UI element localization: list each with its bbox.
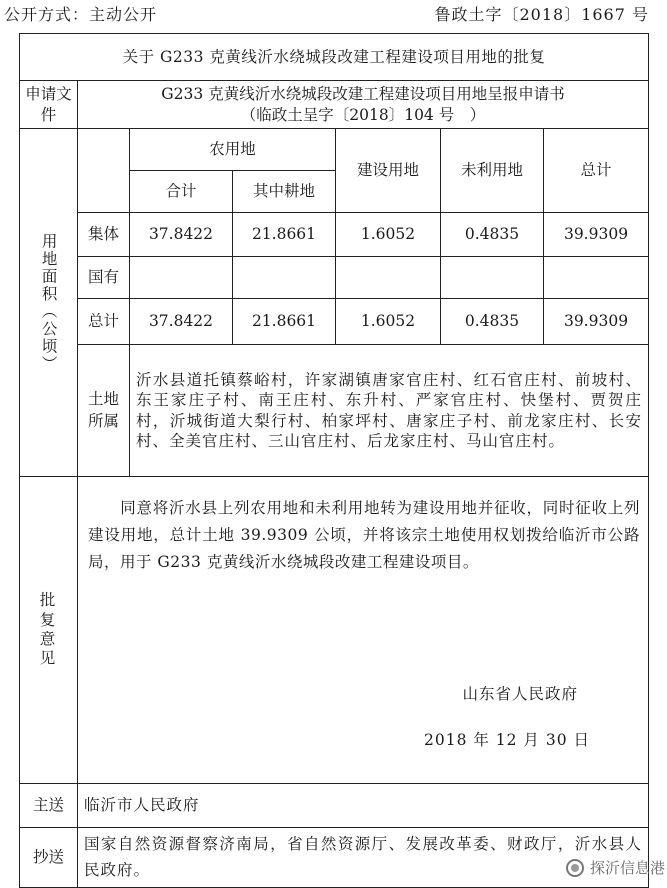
cell-subtotal: 37.8422 [130,299,233,345]
header-farmland: 农用地 [130,129,336,171]
disclosure-method: 公开方式：主动公开 [4,5,158,24]
copy-to-value: 国家自然资源督察济南局，省自然资源厅、发展改革委、财政厅，沂水县人民政府。 [78,828,649,888]
row-label: 国有 [78,257,130,299]
application-line-1: G233 克黄线沂水绕城段改建工程建设项目用地呈报申请书 [161,85,565,104]
send-to-value: 临沂市人民政府 [78,784,649,828]
document-title: 关于 G233 克黄线沂水绕城段改建工程建设项目用地的批复 [20,34,649,81]
cell-cultivated: 21.8661 [233,213,336,257]
cell-construction: 1.6052 [336,213,441,257]
row-label: 总计 [78,299,130,345]
header-cultivated: 其中耕地 [233,171,336,213]
location-text: 沂水县道托镇蔡峪村，许家湖镇唐家官庄村、红石官庄村、前坡村、东王家庄子村、南王庄村、东升村、严家官庄村、快堡村、贾贺庄村，沂城街道大梨行村、柏家坪村、唐家庄子村、前龙家庄村、长安村、全美官庄村、三山官庄村、后龙家庄村、马山官庄村。 [130,345,649,477]
application-file [78,81,649,129]
approval-signer: 山东省人民政府 [462,685,579,703]
cell-total: 39.9309 [544,213,649,257]
watermark [566,857,665,878]
cell-unused [441,257,544,299]
document-number: 鲁政土字〔2018〕1667 号 [434,5,649,24]
cell-total: 39.9309 [544,299,649,345]
header-blank [78,129,130,213]
header-unused: 未利用地 [441,129,544,213]
cell-cultivated: 21.8661 [233,299,336,345]
send-to-label: 主送 [20,784,78,828]
location-label: 土地所属 [87,389,119,430]
row-label: 集体 [78,213,130,257]
cell-construction [336,257,441,299]
cell-construction: 1.6052 [336,299,441,345]
approval-text-body: 同意将沂水县上列农用地和未利用地转为建设用地并征收，同时征收上列建设用地，总计土地 39.9309 公顷，并将该宗土地使用权划拨给临沂市公路局，用于 G233 克黄线沂水绕城段改建工程建设项目。 [88,499,641,572]
header-construction: 建设用地 [336,129,441,213]
cell-unused: 0.4835 [441,299,544,345]
location-label-cell [78,345,130,477]
approval-text [88,495,640,576]
application-line-2: （临政土呈字〔2018〕104 号 ） [240,105,486,124]
application-label: 申请文件 [20,81,78,129]
cell-cultivated [233,257,336,299]
area-label: 用地面积（公顷） [39,232,58,373]
cell-subtotal: 37.8422 [130,213,233,257]
table-row [20,299,649,345]
table-row [20,213,649,257]
approval-label: 批复意见 [39,591,58,668]
header-subtotal: 合计 [130,171,233,213]
cell-subtotal [130,257,233,299]
cell-unused: 0.4835 [441,213,544,257]
cell-total [544,257,649,299]
approval-opinion [78,477,649,784]
wechat-icon [566,859,584,877]
table-row [20,257,649,299]
approval-table [19,33,649,888]
copy-to-label: 抄送 [20,828,78,888]
approval-date: 2018 年 12 月 30 日 [423,731,591,749]
watermark-text: 探沂信息港 [589,859,665,877]
area-label-cell [20,129,78,477]
header-total: 总计 [544,129,649,213]
approval-label-cell [20,477,78,784]
